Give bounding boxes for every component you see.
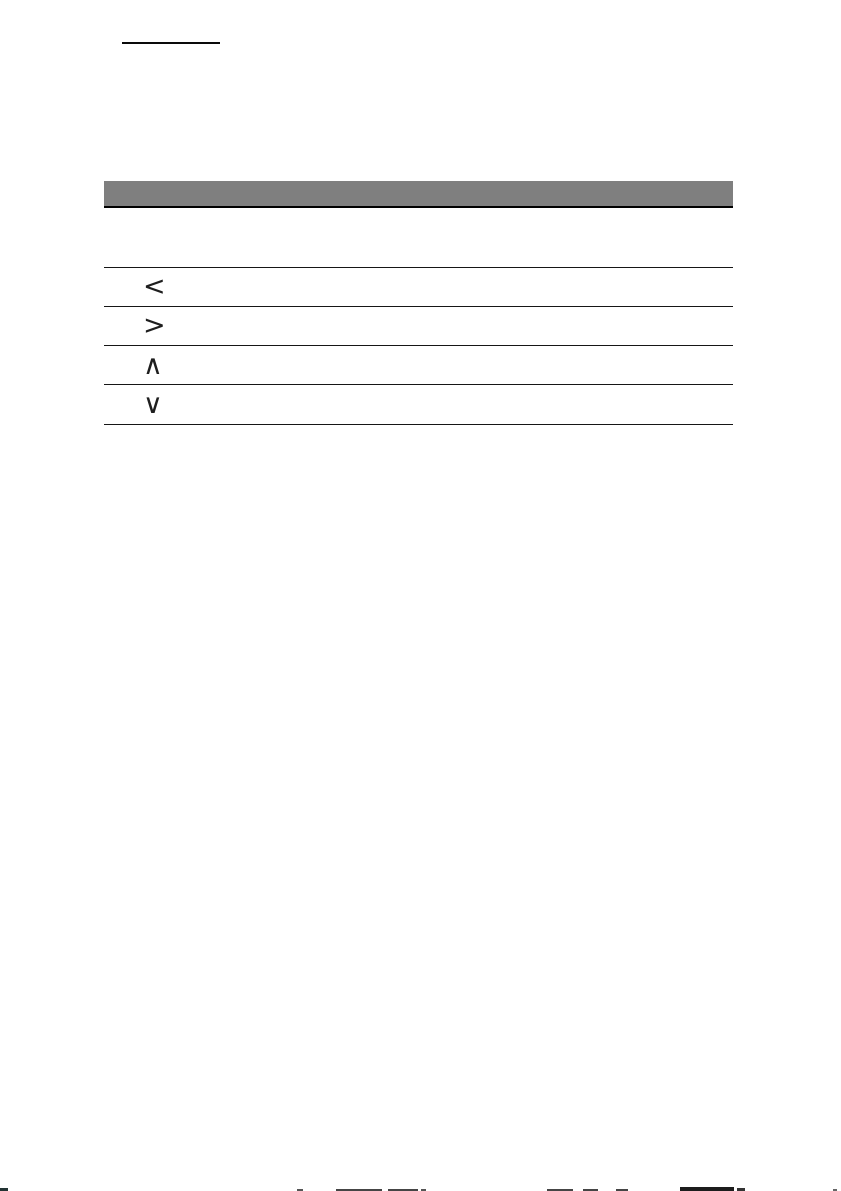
hotkey-table bbox=[104, 181, 733, 425]
page-footer bbox=[0, 1179, 841, 1191]
right-arrow-key-symbol: > bbox=[143, 310, 166, 342]
table-intro-row bbox=[104, 208, 733, 267]
up-arrow-key-symbol: ∧ bbox=[143, 349, 163, 381]
footer-text-fragment bbox=[680, 1187, 734, 1191]
table-row bbox=[104, 306, 733, 345]
table-row bbox=[104, 345, 733, 384]
heading-underline bbox=[122, 42, 220, 44]
left-arrow-key-symbol: < bbox=[143, 271, 166, 303]
table-header-bar bbox=[104, 181, 733, 208]
table-rows bbox=[104, 267, 733, 425]
table-row bbox=[104, 267, 733, 306]
down-arrow-key-symbol: ∨ bbox=[143, 388, 163, 420]
table-row bbox=[104, 384, 733, 423]
